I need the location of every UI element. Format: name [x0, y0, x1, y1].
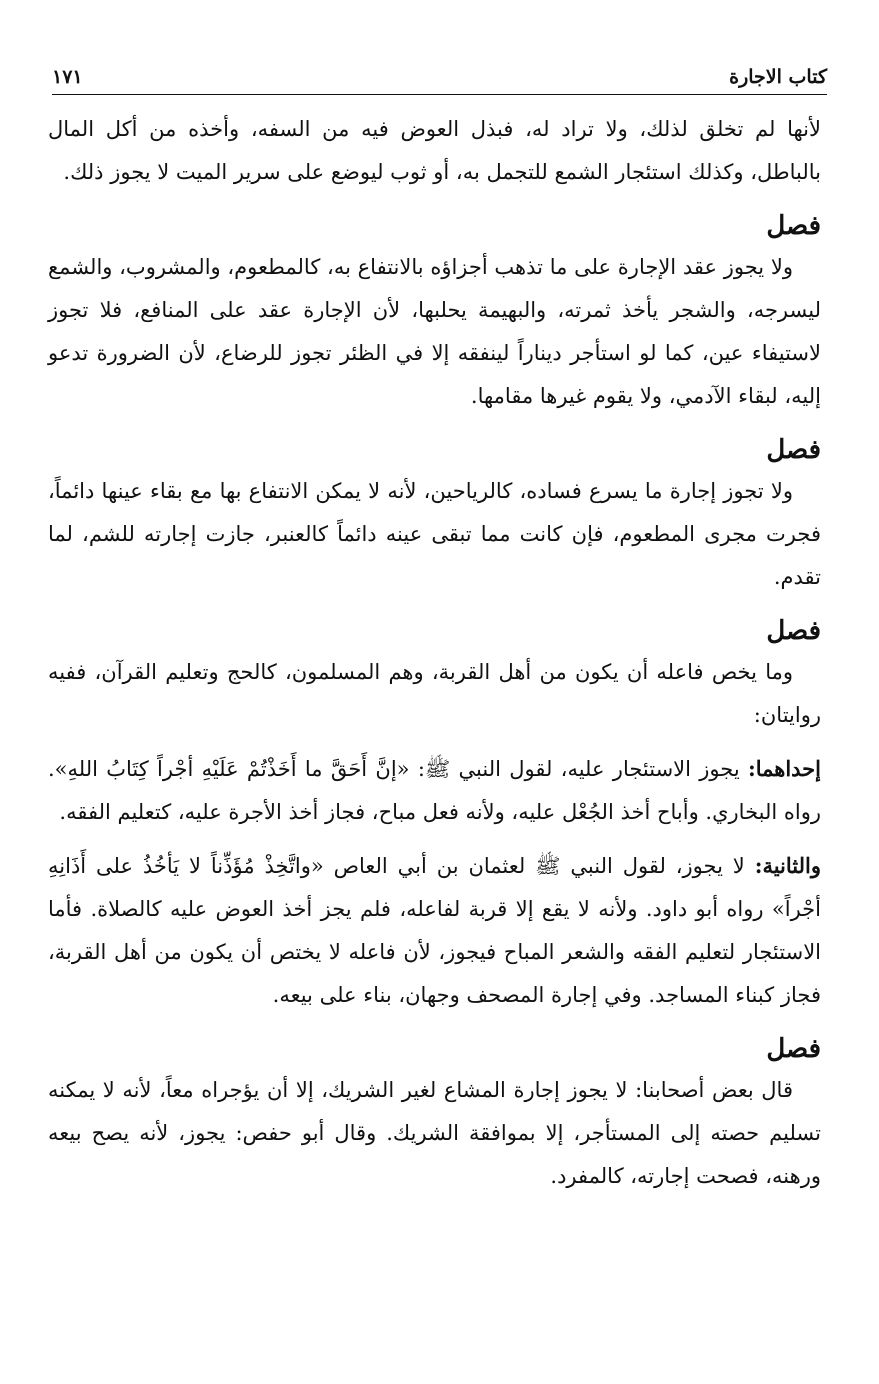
paragraph-5 — [48, 747, 821, 834]
section-heading-2: فصل — [766, 435, 821, 465]
paragraph-7: قال بعض أصحابنا: لا يجوز إجارة المشاع لغير الشريك، إلا أن يؤجراه معاً، لأنه لا يمكنه تسليم حصته إلى المستأجر، إلا بموافقة الشريك. وقال أبو حفص: يجوز، لأنه يصح بيعه ورهنه، فصحت إجارته، كالمفرد. — [48, 1078, 821, 1188]
section-heading-1: فصل — [766, 211, 821, 241]
page-header — [52, 58, 827, 95]
paragraph-2: ولا يجوز عقد الإجارة على ما تذهب أجزاؤه بالانتفاع به، كالمطعوم، والمشروب، والشمع ليسرجه، والشجر يأخذ ثمرته، والبهيمة يحلبها، لأن الإجارة عقد على المنافع، فلا تجوز لاستيفاء عين، كما لو استأجر ديناراً لينفقه إلا في الظئر تجوز للرضاع، لأن الضرورة تدعو إليه، لبقاء الآدمي، ولا يقوم غيرها مقامها. — [48, 255, 821, 408]
section-heading-4: فصل — [766, 1034, 821, 1064]
second-narration-label: والثانية: — [754, 853, 821, 878]
paragraph-3: ولا تجوز إجارة ما يسرع فساده، كالرياحين، لأنه لا يمكن الانتفاع بها مع بقاء عينها دائماً، فجرت مجرى المطعوم، فإن كانت مما تبقى عينه دائماً كالعنبر، جازت إجارته للشم، لما تقدم. — [48, 479, 821, 589]
first-narration-text: يجوز الاستئجار عليه، لقول النبي ﷺ: «إنَّ أَحَقَّ ما أَخَذْتُمْ عَلَيْهِ أجْراً كِتَابُ اللهِ». رواه البخاري. وأباح أخذ الجُعْل عليه، ولأنه فعل مباح، فجاز أخذ الأجرة عليه، كتعليم الفقه. — [48, 757, 821, 824]
paragraph-6 — [48, 844, 821, 1017]
page-body — [48, 108, 821, 1198]
first-narration-label: إحداهما: — [747, 756, 821, 781]
section-heading-3: فصل — [766, 616, 821, 646]
page-number: ١٧١ — [52, 66, 83, 88]
paragraph-1: لأنها لم تخلق لذلك، ولا تراد له، فبذل العوض فيه من السفه، وأخذه من أكل المال بالباطل، وكذلك استئجار الشمع للتجمل به، أو ثوب ليوضع على سرير الميت لا يجوز ذلك. — [48, 117, 821, 184]
paragraph-4: وما يخص فاعله أن يكون من أهل القربة، وهم المسلمون، كالحج وتعليم القرآن، ففيه روايتان: — [48, 660, 821, 727]
book-title: كتاب الاجارة — [729, 66, 827, 88]
second-narration-text: لا يجوز، لقول النبي ﷺ لعثمان بن أبي العاص «واتَّخِذْ مُؤَذِّناً لا يَأخُذُ على أَذَانِهِ أجْراً» رواه أبو داود. ولأنه لا يقع إلا قربة لفاعله، فلم يجز أخذ العوض عليه كالصلاة. فأما الاستئجار لتعليم الفقه والشعر المباح فيجوز، لأن فاعله لا يختص أن يكون من أهل القربة، فجاز كبناء المساجد. وفي إجارة المصحف وجهان، بناء على بيعه. — [48, 854, 821, 1007]
